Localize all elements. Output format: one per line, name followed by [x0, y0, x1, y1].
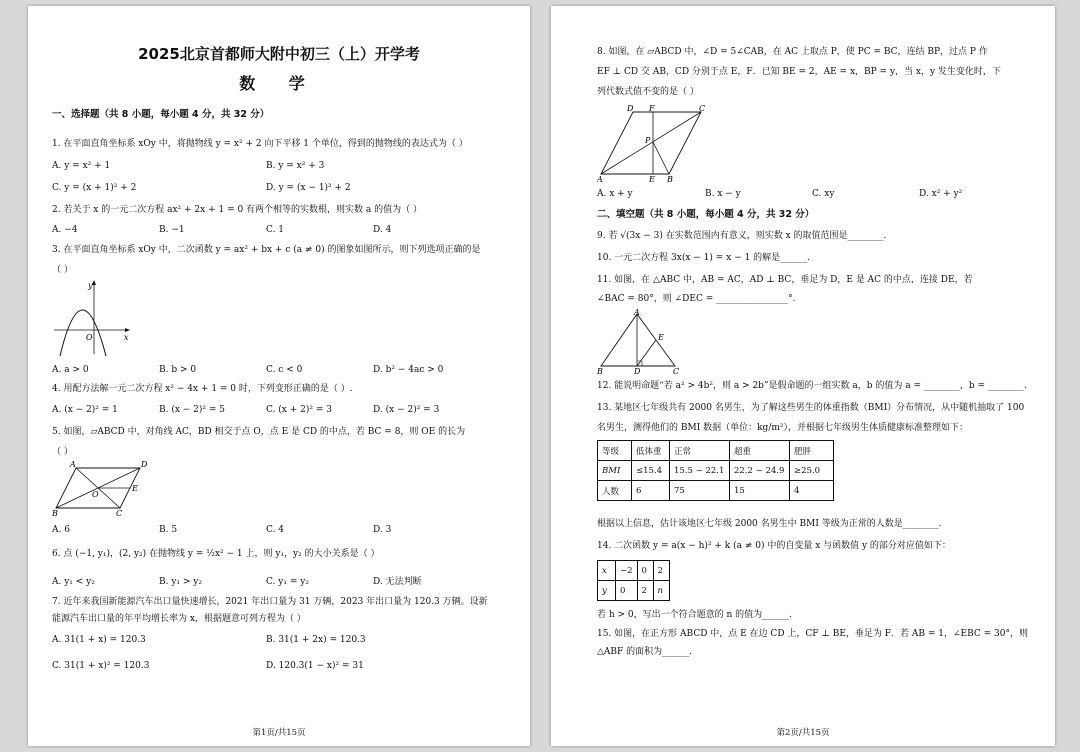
table-row — [598, 461, 834, 481]
parallelogram-figure — [52, 460, 162, 518]
fig-label-y: y — [88, 281, 93, 290]
fig-label-e: E — [649, 175, 655, 182]
q3-answer-paren: （ ） — [52, 265, 73, 275]
fig-label-d: D — [634, 367, 641, 374]
q4-option-a: A. (x − 2)² = 1 — [52, 405, 118, 415]
q3-option-d: D. b² − 4ac > 0 — [373, 365, 444, 375]
q6-option-c: C. y₁ = y₂ — [266, 577, 309, 587]
q1-option-b: B. y = x² + 3 — [266, 161, 325, 171]
table-cell: −2 — [616, 561, 638, 581]
table-cell: 2 — [653, 561, 669, 581]
fig-label-c: C — [116, 509, 123, 518]
q4-option-d: D. (x − 2)² = 3 — [373, 405, 440, 415]
section-fill-heading: 二、填空题（共 8 小题，每小题 4 分，共 32 分） — [597, 209, 815, 220]
q2-option-a: A. −4 — [52, 225, 78, 235]
fig-label-a: A — [70, 460, 76, 469]
q5-option-b: B. 5 — [159, 525, 178, 535]
subject-title: 数 学 — [239, 74, 319, 93]
q1-option-a: A. y = x² + 1 — [52, 161, 111, 171]
q1-option-c: C. y = (x + 1)² + 2 — [52, 183, 137, 193]
question-11-line1: 11. 如图，在 △ABC 中，AB = AC，AD ⊥ BC，垂足为 D，E 是 AC 的中点，连接 DE，若 — [597, 275, 973, 285]
table-cell: 15 — [730, 481, 790, 501]
q8-option-b: B. x − y — [705, 189, 741, 199]
q8-option-a: A. x + y — [597, 189, 633, 199]
q3-option-c: C. c < 0 — [266, 365, 303, 375]
table-cell: 75 — [670, 481, 730, 501]
fig-label-b: B — [667, 175, 673, 182]
table-row — [598, 481, 834, 501]
table-cell: 正常 — [670, 441, 730, 461]
fig-label-b: B — [597, 367, 603, 374]
fig-label-a: A — [634, 308, 640, 317]
exam-page-2 — [551, 6, 1055, 746]
table-cell: x — [598, 561, 616, 581]
q1-option-d: D. y = (x − 1)² + 2 — [266, 183, 351, 193]
q3-option-a: A. a > 0 — [52, 365, 89, 375]
q4-option-c: C. (x + 2)² = 3 — [266, 405, 332, 415]
fig-label-a: A — [597, 175, 603, 182]
parabola-figure — [52, 278, 132, 358]
q6-option-d: D. 无法判断 — [373, 577, 422, 587]
exam-page-1 — [28, 6, 530, 746]
question-8-line2: EF ⊥ CD 交 AB，CD 分别于点 E，F．已知 BE = 2，AE = x，BP = y，当 x，y 发生变化时，下 — [597, 67, 1001, 77]
q5-option-a: A. 6 — [52, 525, 70, 535]
fig-label-p: P — [645, 136, 651, 145]
table-cell: 0 — [616, 581, 638, 601]
question-10: 10. 一元二次方程 3x(x − 1) = x − 1 的解是______. — [597, 253, 810, 263]
q4-option-b: B. (x − 2)² = 5 — [159, 405, 226, 415]
table-cell: ≥25.0 — [790, 461, 834, 481]
q3-option-b: B. b > 0 — [159, 365, 197, 375]
table-cell: n — [653, 581, 669, 601]
question-1: 1. 在平面直角坐标系 xOy 中，将抛物线 y = x² + 2 向下平移 1 个单位，得到的抛物线的表达式为（ ） — [52, 139, 468, 149]
q5-option-d: D. 3 — [373, 525, 392, 535]
q7-option-c: C. 31(1 + x)² = 120.3 — [52, 661, 150, 671]
table-cell: 22.2 ~ 24.9 — [730, 461, 790, 481]
question-11-line2: ∠BAC = 80°，则 ∠DEC = ________________°. — [597, 294, 796, 304]
table-cell: 15.5 ~ 22.1 — [670, 461, 730, 481]
fig-label-d: D — [627, 104, 634, 113]
table-cell: 4 — [790, 481, 834, 501]
table-cell: 2 — [637, 581, 653, 601]
table-cell: 6 — [632, 481, 670, 501]
fig-label-c: C — [699, 104, 706, 113]
table-cell: BMI — [598, 461, 632, 481]
question-5: 5. 如图，▱ABCD 中，对角线 AC，BD 相交于点 O，点 E 是 CD 的中点，若 BC = 8，则 OE 的长为 — [52, 427, 466, 437]
q2-option-c: C. 1 — [266, 225, 285, 235]
q8-option-d: D. x² + y² — [919, 189, 963, 199]
fig-label-f: F — [649, 104, 655, 113]
fig-label-b: B — [52, 509, 58, 518]
page-footer: 第1页/共15页 — [252, 728, 306, 738]
fig-label-e: E — [658, 333, 664, 342]
question-2: 2. 若关于 x 的一元二次方程 ax² + 2x + 1 = 0 有两个相等的实数根，则实数 a 的值为（ ） — [52, 205, 423, 215]
q6-option-b: B. y₁ > y₂ — [159, 577, 202, 587]
table-cell: 肥胖 — [790, 441, 834, 461]
question-12: 12. 能说明命题“若 a² > 4b²，则 a > 2b”是假命题的一组实数 a，b 的值为 a = ________，b = ________. — [597, 381, 1027, 391]
question-13-line1: 13. 某地区七年级共有 2000 名男生，为了解这些男生的体重指数（BMI）分布情况，从中随机抽取了 100 — [597, 403, 1025, 413]
question-13-line2: 名男生，测得他们的 BMI 数据（单位：kg/m²），并根据七年级男生体质健康标准整理如下： — [597, 423, 968, 433]
table-cell: 低体重 — [632, 441, 670, 461]
fig-label-o: O — [92, 490, 99, 499]
table-cell: 超重 — [730, 441, 790, 461]
table-cell: 人数 — [598, 481, 632, 501]
table-cell: ≤15.4 — [632, 461, 670, 481]
q2-option-d: D. 4 — [373, 225, 392, 235]
table-row — [598, 581, 670, 601]
fig-label-e: E — [132, 484, 138, 493]
fig-label-d: D — [141, 460, 148, 469]
question-9: 9. 若 √(3x − 3) 在实数范围内有意义，则实数 x 的取值范围是________. — [597, 231, 887, 241]
fig-label-c: C — [673, 367, 680, 374]
exam-title: 2025北京首都师大附中初三（上）开学考 — [138, 45, 420, 63]
page-footer: 第2页/共15页 — [776, 728, 830, 738]
q5-answer-paren: （ ） — [52, 447, 73, 457]
q2-option-b: B. −1 — [159, 225, 185, 235]
question-6: 6. 点 (−1, y₁)，(2, y₂) 在抛物线 y = ½x² − 1 上，则 y₁，y₂ 的大小关系是（ ） — [52, 549, 380, 559]
table-row — [598, 561, 670, 581]
question-13-line3: 根据以上信息，估计该地区七年级 2000 名男生中 BMI 等级为正常的人数是________. — [597, 519, 942, 529]
question-15-line1: 15. 如图，在正方形 ABCD 中，点 E 在边 CD 上，CF ⊥ BE，垂足为 F．若 AB = 1，∠EBC = 30°，则 — [597, 629, 1028, 639]
q5-option-c: C. 4 — [266, 525, 285, 535]
triangle-figure — [597, 308, 687, 374]
question-7-line2: 能源汽车出口量的年平均增长率为 x，根据题意可列方程为（ ） — [52, 614, 306, 624]
question-7-line1: 7. 近年来我国新能源汽车出口量快速增长，2021 年出口量为 31 万辆，2023 年出口量为 120.3 万辆。设新 — [52, 597, 488, 607]
bmi-table — [597, 440, 834, 501]
q7-option-b: B. 31(1 + 2x) = 120.3 — [266, 635, 366, 645]
question-3: 3. 在平面直角坐标系 xOy 中，二次函数 y = ax² + bx + c (a ≠ 0) 的图象如图所示，则下列选项正确的是 — [52, 245, 481, 255]
table-cell: y — [598, 581, 616, 601]
question-8-line1: 8. 如图，在 ▱ABCD 中，∠D = 5∠CAB，在 AC 上取点 P，使 PC = BC，连结 BP，过点 P 作 — [597, 47, 988, 57]
question-4: 4. 用配方法解一元二次方程 x² − 4x + 1 = 0 时，下列变形正确的是（ ）. — [52, 384, 353, 394]
q7-option-a: A. 31(1 + x) = 120.3 — [52, 635, 146, 645]
question-14-line2: 若 h > 0，写出一个符合题意的 n 的值为______. — [597, 610, 793, 620]
fig-label-o: O — [86, 333, 93, 342]
q6-option-a: A. y₁ < y₂ — [52, 577, 95, 587]
xy-table — [597, 560, 670, 601]
q7-option-d: D. 120.3(1 − x)² = 31 — [266, 661, 364, 671]
parallelogram-ep-figure — [597, 102, 707, 182]
question-8-line3: 列代数式值不变的是（ ） — [597, 87, 699, 97]
q8-option-c: C. xy — [812, 189, 835, 199]
question-14: 14. 二次函数 y = a(x − h)² + k (a ≠ 0) 中的自变量 x 与函数值 y 的部分对应值如下： — [597, 541, 951, 551]
section-choice-heading: 一、选择题（共 8 小题，每小题 4 分，共 32 分） — [52, 109, 270, 120]
fig-label-x: x — [124, 333, 129, 342]
table-cell: 0 — [637, 561, 653, 581]
question-15-line2: △ABF 的面积为______. — [597, 647, 693, 657]
table-cell: 等级 — [598, 441, 632, 461]
table-row — [598, 441, 834, 461]
